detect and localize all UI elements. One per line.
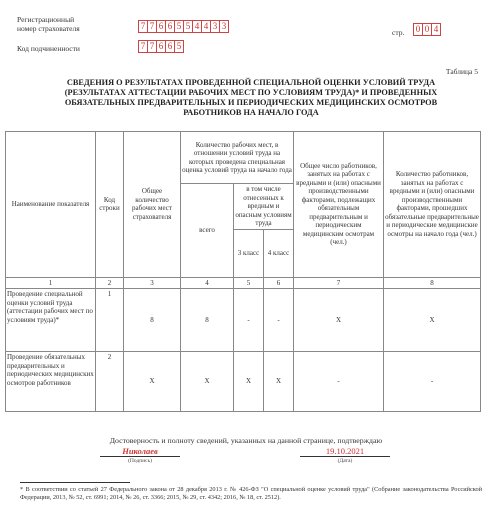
row-value-total[interactable]: 8 xyxy=(181,289,234,352)
digit-cell[interactable]: 6 xyxy=(156,40,166,53)
footnote: * В соответствии со статьей 27 Федерального закона от 28 декабря 2013 г. № 426-ФЗ "О специальной оценке условий труда" (Собрание законодательства Российской Федерации, 2013, № 52, ст. 6991; 2014, № 26, ст. 3366; 2015, № 29, ст. 4342; 2016, № 18, ст. 2512). xyxy=(20,486,482,501)
col-header-indicator: Наименование показателя xyxy=(6,132,96,278)
row-value-workers-subject: X xyxy=(294,289,384,352)
results-table xyxy=(5,131,481,412)
digit-cell[interactable]: 7 xyxy=(147,40,157,53)
col-number: 6 xyxy=(264,277,294,289)
table-row xyxy=(6,352,481,412)
page-label: стр. xyxy=(392,28,405,37)
digit-cell[interactable]: 4 xyxy=(201,20,211,33)
digit-cell[interactable]: 6 xyxy=(165,20,175,33)
reg-number-field[interactable] xyxy=(138,20,228,33)
row-code: 1 xyxy=(96,289,124,352)
row-value-class-3: X xyxy=(234,352,264,412)
digit-cell[interactable]: 7 xyxy=(138,20,148,33)
col-number: 4 xyxy=(181,277,234,289)
table-row xyxy=(6,289,481,352)
digit-cell[interactable]: 6 xyxy=(156,20,166,33)
footnote-divider xyxy=(20,482,130,483)
col-header-class-4: 4 класс xyxy=(264,229,294,277)
digit-cell[interactable]: 7 xyxy=(147,20,157,33)
row-value-workers-subject[interactable]: - xyxy=(294,352,384,412)
row-value-total-workplaces[interactable]: 8 xyxy=(124,289,181,352)
digit-cell[interactable]: 5 xyxy=(174,40,184,53)
digit-cell[interactable]: 4 xyxy=(431,23,441,36)
signature-caption: (Подпись) xyxy=(128,458,152,464)
reg-number-label: Регистрационный номер страхователя xyxy=(17,15,80,33)
col-header-class-3: 3 класс xyxy=(234,229,264,277)
date-block xyxy=(300,446,390,465)
row-value-class-4: X xyxy=(264,352,294,412)
page-number-field[interactable] xyxy=(413,23,440,36)
row-code: 2 xyxy=(96,352,124,412)
table-number-label: Таблица 5 xyxy=(445,67,478,76)
col-number: 8 xyxy=(384,277,481,289)
col-header-assessed-group: Количество рабочих мест, в отношении условий труда на которых проведена специальная оценка условий труда на начало года xyxy=(181,132,294,184)
col-header-code: Код строки xyxy=(96,132,124,278)
row-value-class-4[interactable]: - xyxy=(264,289,294,352)
date-value[interactable]: 19.10.2021 xyxy=(300,446,390,457)
row-value-total-workplaces: X xyxy=(124,352,181,412)
row-value-class-3[interactable]: - xyxy=(234,289,264,352)
digit-cell[interactable]: 3 xyxy=(210,20,220,33)
col-header-workers-passed: Количество работников, занятых на работах с вредными и (или) опасными производственными факторами, прошедших обязательные предварительные и периодические медицинские осмотры на начало года (чел.) xyxy=(384,132,481,278)
page-title: СВЕДЕНИЯ О РЕЗУЛЬТАТАХ ПРОВЕДЕННОЙ СПЕЦИАЛЬНОЙ ОЦЕНКИ УСЛОВИЙ ТРУДА (РЕЗУЛЬТАТАХ АТТЕСТАЦИИ РАБОЧИХ МЕСТ ПО УСЛОВИЯМ ТРУДА)* И ПРОВЕДЕННЫХ ОБЯЗАТЕЛЬНЫХ ПРЕДВАРИТЕЛЬНЫХ И ПЕРИОДИЧЕСКИХ МЕДИЦИНСКИХ ОСМОТРОВ РАБОТНИКОВ НА НАЧАЛО ГОДА xyxy=(64,78,438,117)
col-header-total: всего xyxy=(181,184,234,278)
row-value-total: X xyxy=(181,352,234,412)
col-header-workers-subject: Общее число работников, занятых на работах с вредными и (или) опасными производственными факторами, подлежащих обязательным предварительным и периодическим медицинским осмотрам (чел.) xyxy=(294,132,384,278)
col-number: 7 xyxy=(294,277,384,289)
digit-cell[interactable]: 0 xyxy=(413,23,423,36)
date-caption: (Дата) xyxy=(337,458,353,464)
digit-cell[interactable]: 5 xyxy=(174,20,184,33)
signature-block xyxy=(100,446,180,465)
subordination-code-label: Код подчиненности xyxy=(17,44,80,53)
row-name: Проведение обязательных предварительных и периодических медицинских осмотров работников xyxy=(6,352,96,412)
digit-cell[interactable]: 5 xyxy=(183,20,193,33)
digit-cell[interactable]: 3 xyxy=(219,20,229,33)
col-number: 5 xyxy=(234,277,264,289)
row-value-workers-passed: X xyxy=(384,289,481,352)
col-header-total-workplaces: Общее количество рабочих мест страхователя xyxy=(124,132,181,278)
signature-name[interactable]: Николаев xyxy=(100,446,180,457)
digit-cell[interactable]: 0 xyxy=(422,23,432,36)
row-value-workers-passed[interactable]: - xyxy=(384,352,481,412)
row-name: Проведение специальной оценки условий труда (аттестации рабочих мест по условиям труда)* xyxy=(6,289,96,352)
digit-cell[interactable]: 7 xyxy=(138,40,148,53)
column-number-row xyxy=(6,277,481,289)
confirmation-statement: Достоверность и полноту сведений, указанных на данной странице, подтверждаю xyxy=(109,436,383,445)
col-header-harmful-group: в том числе отнесенных к вредным и опасным условиям труда xyxy=(235,185,292,227)
col-number: 3 xyxy=(124,277,181,289)
subordination-code-field[interactable] xyxy=(138,40,183,53)
col-number: 1 xyxy=(6,277,96,289)
digit-cell[interactable]: 4 xyxy=(192,20,202,33)
col-number: 2 xyxy=(96,277,124,289)
digit-cell[interactable]: 6 xyxy=(165,40,175,53)
